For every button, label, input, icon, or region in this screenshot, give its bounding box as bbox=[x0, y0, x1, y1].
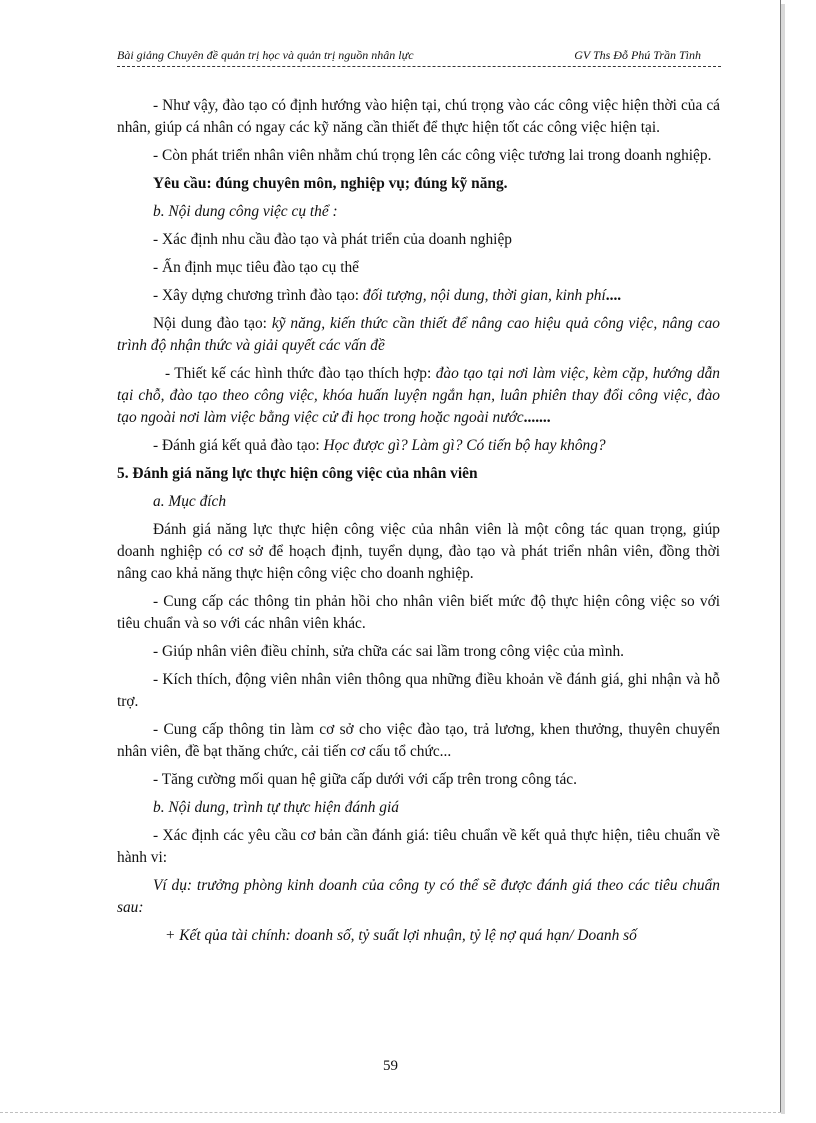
example-paragraph: Ví dụ: trưởng phòng kinh doanh của công ty có thể sẽ được đánh giá theo các tiêu chuẩn sau: bbox=[117, 877, 720, 916]
paragraph bbox=[117, 313, 720, 357]
paragraph: - Như vậy, đào tạo có định hướng vào hiện tại, chú trọng vào các công việc hiện thời của cá nhân, giúp cá nhân có ngay các kỹ năng cần thiết để thực hiện tốt các công việc hiện tại. bbox=[117, 97, 720, 136]
text-run: - Đánh giá kết quả đào tạo: bbox=[153, 437, 324, 454]
list-item bbox=[117, 363, 720, 429]
page-number: 59 bbox=[383, 1058, 398, 1074]
subheading-purpose: a. Mục đích bbox=[153, 493, 227, 510]
list-item: - Kích thích, động viên nhân viên thông qua những điều khoản về đánh giá, ghi nhận và hỗ trợ. bbox=[117, 671, 720, 710]
page-edge-right bbox=[780, 0, 781, 1112]
page-edge-bottom bbox=[0, 1112, 781, 1113]
text-run: - Thiết kế các hình thức đào tạo thích hợp: bbox=[165, 365, 436, 382]
list-item bbox=[117, 285, 720, 307]
list-item: - Giúp nhân viên điều chỉnh, sửa chữa các sai lầm trong công việc của mình. bbox=[153, 643, 624, 660]
list-item: - Ấn định mục tiêu đào tạo cụ thể bbox=[153, 259, 360, 276]
list-item: - Cung cấp các thông tin phản hồi cho nhân viên biết mức độ thực hiện công việc so với tiêu chuẩn và so với các nhân viên khác. bbox=[117, 593, 720, 632]
list-item: - Xác định nhu cầu đào tạo và phát triển của doanh nghiệp bbox=[153, 231, 512, 248]
list-item: - Cung cấp thông tin làm cơ sở cho việc đào tạo, trả lương, khen thưởng, thuyên chuyển nhân viên, đề bạt thăng chức, cải tiến cơ cấu tổ chức... bbox=[117, 721, 720, 760]
header-course-title: Bài giảng Chuyên đề quản trị học và quản trị nguồn nhân lực bbox=[117, 48, 414, 62]
text-run-italic: Học được gì? Làm gì? Có tiến bộ hay không? bbox=[323, 437, 606, 454]
text-run-italic: đào tạo tại nơi làm việc, kèm cặp, hướng dẫn tại chỗ, đào tạo theo công việc, khóa huấn luyện ngắn hạn, luân phiên thay đổi công việc, đào tạo ngoài nơi làm việc bằng việc cử đi học trong hoặc ngoài nước bbox=[117, 365, 720, 426]
list-item bbox=[117, 435, 720, 457]
list-item: - Xác định các yêu cầu cơ bản cần đánh giá: tiêu chuẩn về kết quả thực hiện, tiêu chuẩn về hành vi: bbox=[117, 827, 720, 866]
text-run: - Xây dựng chương trình đào tạo: bbox=[153, 287, 363, 304]
paragraph: - Còn phát triển nhân viên nhằm chú trọng lên các công việc tương lai trong doanh nghiệp. bbox=[153, 147, 712, 164]
header-divider bbox=[117, 66, 721, 67]
example-criterion: + Kết qủa tài chính: doanh số, tỷ suất lợi nhuận, tỷ lệ nợ quá hạn/ Doanh số bbox=[165, 927, 637, 944]
list-item: - Tăng cường mối quan hệ giữa cấp dưới với cấp trên trong công tác. bbox=[153, 771, 577, 788]
subheading-content: b. Nội dung công việc cụ thể : bbox=[153, 203, 338, 220]
requirement-line: Yêu cầu: đúng chuyên môn, nghiệp vụ; đúng kỹ năng. bbox=[153, 175, 508, 192]
text-run-bold: ....... bbox=[523, 409, 551, 426]
header-author: GV Ths Đỗ Phú Trần Tình bbox=[574, 48, 701, 62]
text-run-italic: đối tượng, nội dung, thời gian, kinh phí bbox=[362, 287, 606, 304]
section-heading: 5. Đánh giá năng lực thực hiện công việc của nhân viên bbox=[117, 465, 478, 482]
subheading-procedure: b. Nội dung, trình tự thực hiện đánh giá bbox=[153, 799, 399, 816]
paragraph: Đánh giá năng lực thực hiện công việc của nhân viên là một công tác quan trọng, giúp doanh nghiệp có cơ sở để hoạch định, tuyển dụng, đào tạo và phát triển nhân viên, đồng thời nâng cao khả năng thực hiện công việc cho doanh nghiệp. bbox=[117, 521, 720, 582]
text-run-bold: .... bbox=[605, 287, 622, 304]
text-run: Nội dung đào tạo: bbox=[153, 315, 272, 332]
text-run-italic: kỹ năng, kiến thức cần thiết để nâng cao hiệu quả công việc, nâng cao trình độ nhận thức và giải quyết các vấn đề bbox=[117, 315, 721, 354]
document-body bbox=[117, 95, 720, 953]
page-shadow bbox=[781, 4, 785, 1114]
